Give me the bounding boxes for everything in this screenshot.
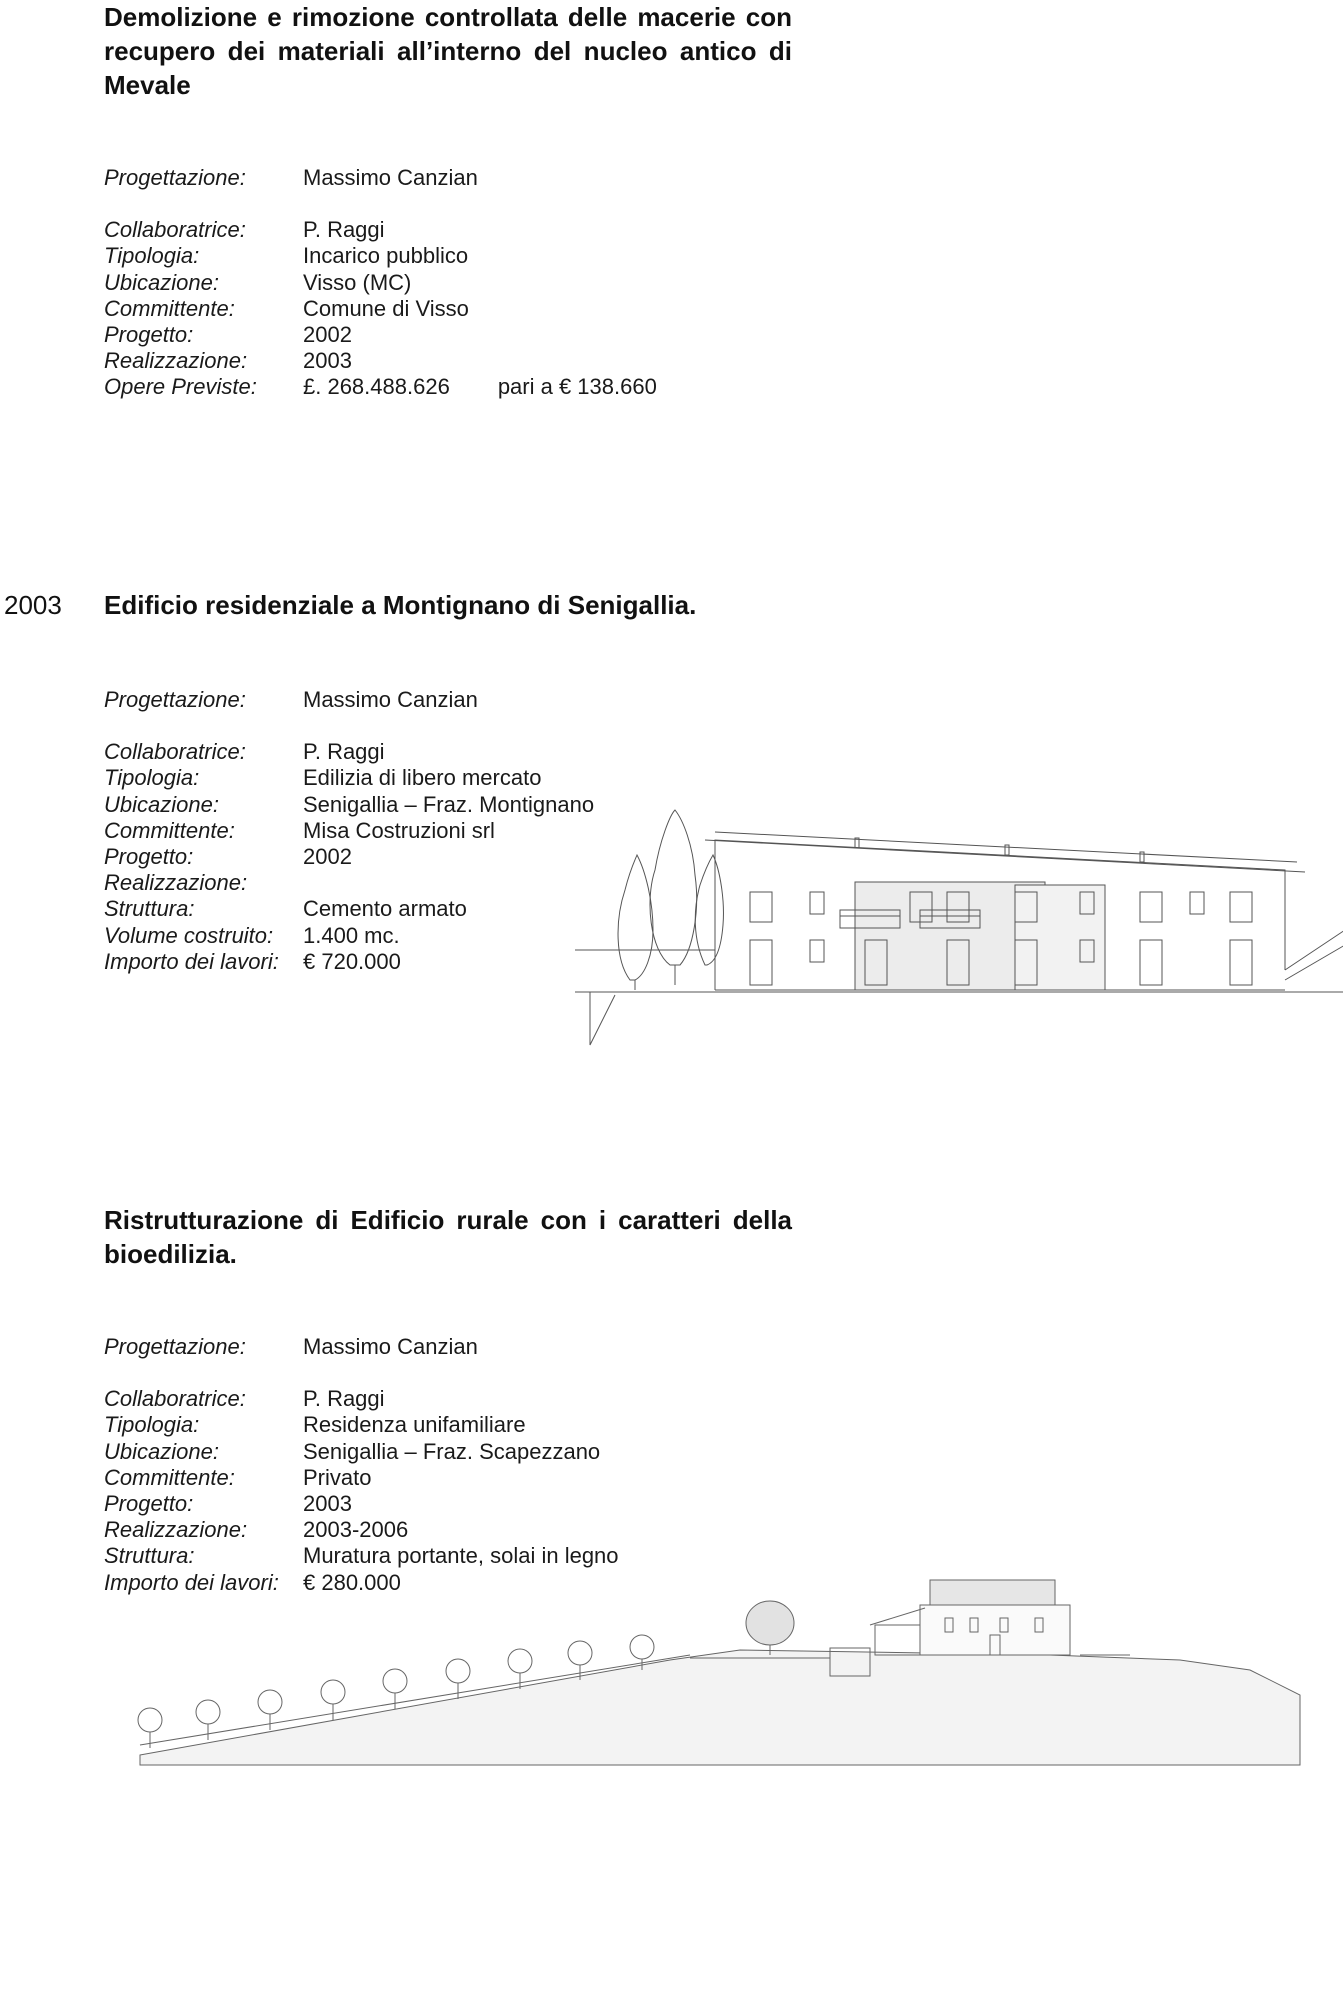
info-value: 2002 bbox=[303, 322, 352, 348]
info-label: Realizzazione: bbox=[104, 1517, 248, 1543]
window bbox=[1140, 940, 1162, 985]
info-value: 1.400 mc. bbox=[303, 922, 400, 948]
project-year: 2003 bbox=[4, 590, 62, 620]
info-row bbox=[104, 896, 594, 922]
info-row bbox=[104, 1412, 619, 1438]
info-label: Committente: bbox=[104, 817, 235, 843]
info-row bbox=[104, 870, 594, 896]
info-row bbox=[104, 270, 657, 296]
info-row bbox=[104, 165, 657, 191]
info-label: Tipologia: bbox=[104, 1412, 200, 1438]
info-label: Ubicazione: bbox=[104, 791, 219, 817]
info-label: Progettazione: bbox=[104, 687, 246, 712]
project-title: Demolizione e rimozione controllata delle macerie con recupero dei materiali all’interno del nucleo antico di Mevale bbox=[104, 2, 792, 100]
info-value: Senigallia – Fraz. Montignano bbox=[303, 791, 595, 817]
tree-canopy bbox=[196, 1700, 220, 1724]
info-value: P. Raggi bbox=[303, 739, 385, 765]
info-value: 2003 bbox=[303, 1491, 352, 1517]
info-row bbox=[104, 844, 594, 870]
info-label: Volume costruito: bbox=[104, 922, 274, 948]
roof-line bbox=[870, 1608, 925, 1625]
project-info bbox=[104, 165, 657, 401]
info-row bbox=[104, 1334, 619, 1360]
info-value: Massimo Canzian bbox=[303, 1334, 478, 1359]
info-label: Struttura: bbox=[104, 896, 195, 922]
info-row bbox=[104, 739, 594, 765]
info-value: Muratura portante, solai in legno bbox=[303, 1543, 619, 1569]
window bbox=[810, 892, 824, 914]
info-value: € 280.000 bbox=[303, 1569, 401, 1595]
roof-edge bbox=[715, 832, 1297, 862]
info-value: 2002 bbox=[303, 844, 352, 870]
info-row bbox=[104, 296, 657, 322]
info-row bbox=[104, 1439, 619, 1465]
info-value: € 720.000 bbox=[303, 948, 401, 974]
info-row bbox=[104, 1543, 619, 1569]
tree-canopy bbox=[446, 1659, 470, 1683]
info-label: Collaboratrice: bbox=[104, 1386, 246, 1412]
info-row bbox=[104, 949, 594, 975]
info-row bbox=[104, 243, 657, 269]
info-label: Progettazione: bbox=[104, 165, 246, 190]
info-label: Committente: bbox=[104, 295, 235, 321]
project-info bbox=[104, 1334, 619, 1596]
tree-canopy bbox=[630, 1635, 654, 1659]
info-value: Privato bbox=[303, 1464, 372, 1490]
info-value: Senigallia – Fraz. Scapezzano bbox=[303, 1438, 601, 1464]
info-label: Committente: bbox=[104, 1464, 235, 1490]
tree-canopy bbox=[568, 1641, 592, 1665]
window bbox=[750, 892, 772, 922]
window bbox=[1140, 892, 1162, 922]
info-row bbox=[104, 374, 657, 400]
info-label: Struttura: bbox=[104, 1543, 195, 1569]
info-label: Collaboratrice: bbox=[104, 217, 246, 243]
info-label: Realizzazione: bbox=[104, 348, 248, 374]
info-value: £. 268.488.626 bbox=[303, 374, 450, 400]
info-value: P. Raggi bbox=[303, 217, 385, 243]
building-elevation-drawing bbox=[575, 810, 1343, 1045]
window bbox=[1230, 940, 1252, 985]
house-main bbox=[920, 1605, 1070, 1655]
info-value: Massimo Canzian bbox=[303, 687, 478, 712]
info-value: 2003 bbox=[303, 348, 352, 374]
window bbox=[810, 940, 824, 962]
project-title: Edificio residenziale a Montignano di Senigallia. bbox=[104, 590, 697, 620]
tree-outline bbox=[695, 855, 723, 965]
tree-canopy bbox=[258, 1690, 282, 1714]
house-upper bbox=[930, 1580, 1055, 1605]
shaded-facade bbox=[1015, 885, 1105, 990]
info-value: Incarico pubblico bbox=[303, 243, 469, 269]
info-label: Tipologia: bbox=[104, 765, 200, 791]
info-value: 2003-2006 bbox=[303, 1517, 409, 1543]
house-annex bbox=[875, 1625, 920, 1655]
window bbox=[750, 940, 772, 985]
tree-canopy bbox=[508, 1649, 532, 1673]
info-label: Progetto: bbox=[104, 844, 194, 870]
tree-canopy-large bbox=[746, 1601, 794, 1645]
info-row bbox=[104, 348, 657, 374]
info-row bbox=[104, 1386, 619, 1412]
tree-outline bbox=[650, 810, 697, 965]
project-info bbox=[104, 687, 594, 975]
info-label: Ubicazione: bbox=[104, 1438, 219, 1464]
ramp bbox=[1285, 930, 1343, 985]
info-row bbox=[104, 322, 657, 348]
info-value: Residenza unifamiliare bbox=[303, 1412, 526, 1438]
info-row bbox=[104, 687, 594, 713]
info-row bbox=[104, 818, 594, 844]
site-section-drawing bbox=[130, 1580, 1305, 1770]
info-label: Importo dei lavori: bbox=[104, 1569, 279, 1595]
info-value: Massimo Canzian bbox=[303, 165, 478, 190]
info-value: Edilizia di libero mercato bbox=[303, 765, 542, 791]
info-label: Progettazione: bbox=[104, 1334, 246, 1359]
tree-canopy bbox=[138, 1708, 162, 1732]
info-value: Comune di Visso bbox=[303, 295, 469, 321]
info-label: Collaboratrice: bbox=[104, 739, 246, 765]
info-value: P. Raggi bbox=[303, 1386, 385, 1412]
window bbox=[1190, 892, 1204, 914]
info-label: Realizzazione: bbox=[104, 870, 248, 896]
info-value: Visso (MC) bbox=[303, 269, 412, 295]
info-row bbox=[104, 765, 594, 791]
info-row bbox=[104, 1517, 619, 1543]
info-label: Opere Previste: bbox=[104, 374, 257, 400]
tree-canopy bbox=[321, 1680, 345, 1704]
info-label: Progetto: bbox=[104, 322, 194, 348]
info-value: Misa Costruzioni srl bbox=[303, 817, 495, 843]
info-row bbox=[104, 792, 594, 818]
terrain bbox=[590, 992, 615, 1045]
info-value-converted: pari a € 138.660 bbox=[497, 374, 657, 400]
info-value: Cemento armato bbox=[303, 896, 467, 922]
info-row bbox=[104, 923, 594, 949]
info-row bbox=[104, 1491, 619, 1517]
info-label: Ubicazione: bbox=[104, 269, 219, 295]
hill-section bbox=[140, 1650, 1300, 1765]
info-label: Progetto: bbox=[104, 1491, 194, 1517]
info-row bbox=[104, 1465, 619, 1491]
info-label: Tipologia: bbox=[104, 243, 200, 269]
tree-outline bbox=[618, 855, 653, 980]
project-title: Ristrutturazione di Edificio rurale con i caratteri della bioedilizia. bbox=[104, 1205, 792, 1269]
tree-canopy bbox=[383, 1669, 407, 1693]
info-label: Importo dei lavori: bbox=[104, 948, 279, 974]
window bbox=[1230, 892, 1252, 922]
info-row bbox=[104, 217, 657, 243]
